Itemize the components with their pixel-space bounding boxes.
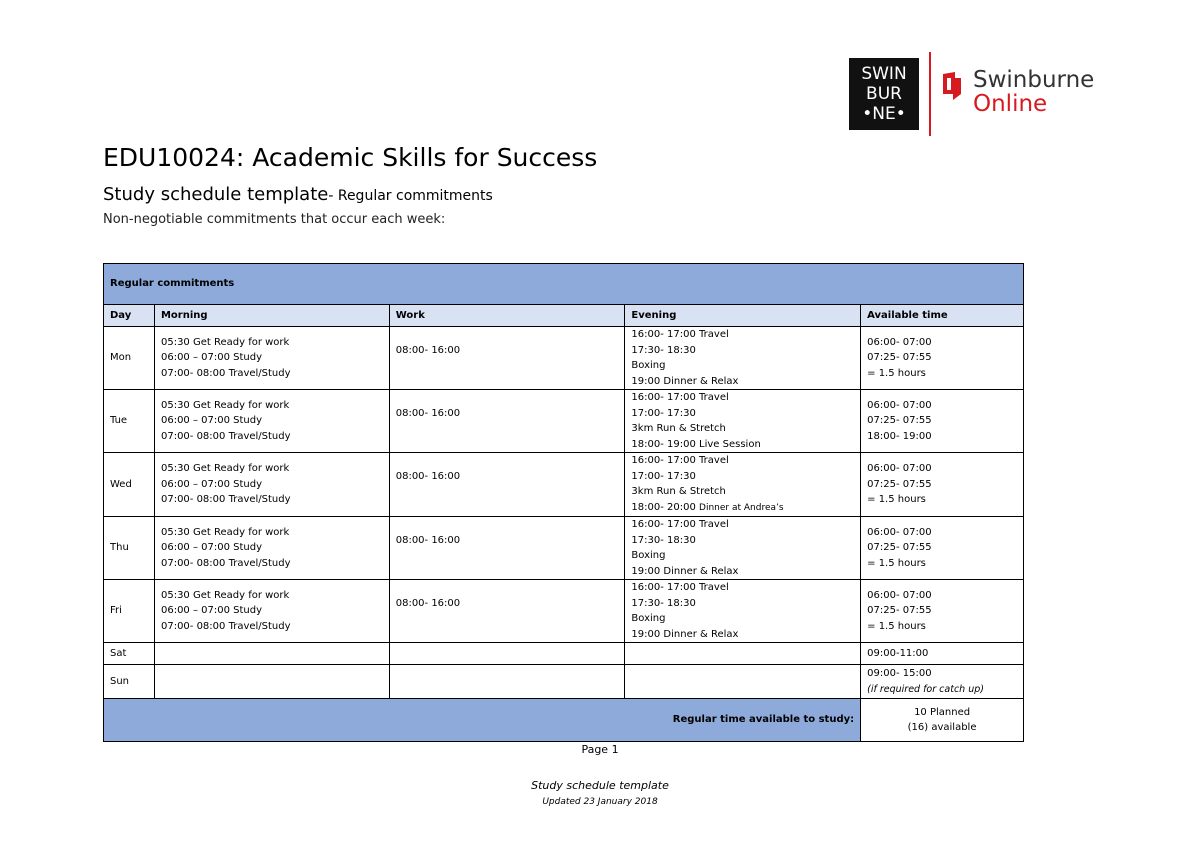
page-title: EDU10024: Academic Skills for Success bbox=[103, 143, 598, 172]
morning-cell bbox=[154, 327, 389, 390]
table-row bbox=[104, 580, 1024, 643]
cell-line: 07:00- 08:00 Travel/Study bbox=[160, 620, 291, 632]
column-header: Available time bbox=[861, 305, 1024, 327]
cell-line: Boxing bbox=[631, 550, 666, 561]
column-header: Morning bbox=[154, 305, 389, 327]
work-cell bbox=[389, 327, 625, 390]
evening-cell bbox=[625, 453, 861, 517]
evening-note: Dinner at Andrea’s bbox=[699, 502, 784, 513]
cell-line: 07:25- 07:55 bbox=[867, 415, 932, 427]
wordmark-line2: Online bbox=[973, 91, 1048, 117]
morning-cell bbox=[154, 517, 389, 580]
crest-line: SWIN bbox=[861, 64, 907, 84]
cell-line: 07:25- 07:55 bbox=[867, 542, 932, 554]
evening-cell bbox=[625, 390, 861, 453]
cell-line: 06:00- 07:00 bbox=[867, 336, 932, 348]
swinburne-speech-mark-icon bbox=[941, 70, 963, 102]
cell-line: 06:00 – 07:00 Study bbox=[160, 352, 263, 364]
page-number: Page 1 bbox=[581, 743, 619, 756]
cell-line: 09:00- 15:00 bbox=[867, 668, 932, 679]
table-row bbox=[104, 517, 1024, 580]
column-header: Work bbox=[389, 305, 625, 327]
cell-line: Boxing bbox=[631, 613, 666, 624]
work-cell bbox=[389, 517, 625, 580]
cell-line bbox=[631, 500, 854, 517]
evening-cell bbox=[625, 517, 861, 580]
cell-line: 3km Run & Stretch bbox=[631, 423, 726, 434]
cell-line: 07:25- 07:55 bbox=[867, 478, 932, 490]
total-label: Regular time available to study: bbox=[104, 699, 861, 742]
day-cell: Sun bbox=[104, 665, 155, 699]
cell-line: 05:30 Get Ready for work bbox=[160, 526, 290, 538]
cell-line: 06:00- 07:00 bbox=[867, 399, 932, 411]
available-cell bbox=[861, 580, 1024, 643]
cell-line: 17:30- 18:30 bbox=[631, 597, 696, 609]
cell-line: 17:00- 17:30 bbox=[631, 407, 696, 419]
crest-line: •NE• bbox=[862, 104, 906, 124]
cell-line: 16:00- 17:00 Travel bbox=[631, 519, 729, 530]
cell-line: 16:00- 17:00 Travel bbox=[631, 392, 729, 403]
cell-line: = 1.5 hours bbox=[867, 494, 926, 506]
cell-line: 16:00- 17:00 Travel bbox=[631, 329, 729, 340]
table-row bbox=[104, 643, 1024, 665]
cell-line: 06:00 – 07:00 Study bbox=[160, 415, 263, 427]
day-cell: Sat bbox=[104, 643, 155, 665]
cell-line: 05:30 Get Ready for work bbox=[160, 336, 290, 348]
cell-line: 08:00- 16:00 bbox=[395, 534, 461, 546]
cell-line: 19:00 Dinner & Relax bbox=[631, 375, 739, 387]
cell-line: 07:00- 08:00 Travel/Study bbox=[160, 494, 291, 506]
cell-line: 06:00 – 07:00 Study bbox=[160, 478, 263, 490]
crest-line: BUR bbox=[866, 84, 902, 104]
available-cell bbox=[861, 453, 1024, 517]
work-cell bbox=[389, 643, 625, 665]
footer-updated: Updated 23 January 2018 bbox=[542, 797, 658, 807]
column-header: Day bbox=[104, 305, 155, 327]
cell-line: 08:00- 16:00 bbox=[395, 471, 461, 482]
total-planned: 10 Planned bbox=[914, 706, 971, 718]
cell-line: 07:25- 07:55 bbox=[867, 352, 932, 364]
column-header: Evening bbox=[625, 305, 861, 327]
table-title: Regular commitments bbox=[104, 264, 1024, 305]
cell-line: 17:00- 17:30 bbox=[631, 470, 696, 482]
footer-title: Study schedule template bbox=[531, 779, 669, 792]
day-cell: Fri bbox=[104, 580, 155, 643]
evening-cell bbox=[625, 643, 861, 665]
morning-cell bbox=[154, 390, 389, 453]
cell-line: = 1.5 hours bbox=[867, 620, 926, 632]
cell-line: 16:00- 17:00 Travel bbox=[631, 455, 729, 466]
schedule-table bbox=[103, 263, 1024, 742]
cell-line: 08:00- 16:00 bbox=[395, 597, 461, 609]
swinburne-crest bbox=[849, 58, 919, 130]
cell-line: 19:00 Dinner & Relax bbox=[631, 565, 739, 577]
cell-line: 18:00- 19:00 Live Session bbox=[631, 438, 761, 450]
work-cell bbox=[389, 665, 625, 699]
logo-wordmark bbox=[973, 68, 1094, 116]
evening-cell bbox=[625, 327, 861, 390]
table-title-row bbox=[104, 264, 1024, 305]
cell-line: 16:00- 17:00 Travel bbox=[631, 582, 729, 593]
work-cell bbox=[389, 580, 625, 643]
available-cell: 09:00-11:00 bbox=[861, 643, 1024, 665]
cell-line: 07:00- 08:00 Travel/Study bbox=[160, 557, 291, 569]
morning-cell bbox=[154, 453, 389, 517]
cell-line: 06:00 – 07:00 Study bbox=[160, 605, 263, 617]
available-cell bbox=[861, 665, 1024, 699]
swinburne-logo bbox=[849, 52, 1099, 136]
table-row bbox=[104, 453, 1024, 517]
page-subtitle bbox=[103, 184, 493, 205]
evening-cell bbox=[625, 665, 861, 699]
catch-up-note: (if required for catch up) bbox=[867, 683, 984, 695]
subtitle-suffix: - Regular commitments bbox=[328, 188, 493, 204]
cell-line: 05:30 Get Ready for work bbox=[160, 399, 290, 411]
cell-line: 17:30- 18:30 bbox=[631, 344, 696, 356]
day-cell: Tue bbox=[104, 390, 155, 453]
table-header-row bbox=[104, 305, 1024, 327]
evening-time: 18:00- 20:00 bbox=[631, 501, 696, 513]
cell-line: 19:00 Dinner & Relax bbox=[631, 628, 739, 640]
day-cell: Mon bbox=[104, 327, 155, 390]
cell-line: 08:00- 16:00 bbox=[395, 407, 461, 419]
cell-line: 08:00- 16:00 bbox=[395, 344, 461, 356]
morning-cell bbox=[154, 580, 389, 643]
logo-divider bbox=[929, 52, 931, 136]
cell-line: 07:00- 08:00 Travel/Study bbox=[160, 430, 291, 442]
cell-line: 06:00- 07:00 bbox=[867, 463, 932, 475]
cell-line: = 1.5 hours bbox=[867, 557, 926, 569]
cell-line: 17:30- 18:30 bbox=[631, 534, 696, 546]
available-cell bbox=[861, 390, 1024, 453]
available-cell bbox=[861, 327, 1024, 390]
cell-line: 06:00 – 07:00 Study bbox=[160, 542, 263, 554]
cell-line: 07:00- 08:00 Travel/Study bbox=[160, 367, 291, 379]
total-value bbox=[861, 699, 1024, 742]
cell-line: = 1.5 hours bbox=[867, 367, 926, 379]
day-cell: Thu bbox=[104, 517, 155, 580]
wordmark-line1: Swinburne bbox=[973, 67, 1095, 93]
total-available: (16) available bbox=[907, 722, 977, 733]
day-cell: Wed bbox=[104, 453, 155, 517]
cell-line: 05:30 Get Ready for work bbox=[160, 589, 290, 601]
subtitle-main: Study schedule template bbox=[103, 184, 329, 205]
cell-line: 3km Run & Stretch bbox=[631, 486, 726, 497]
morning-cell bbox=[154, 665, 389, 699]
table-row bbox=[104, 327, 1024, 390]
morning-cell bbox=[154, 643, 389, 665]
cell-line: 07:25- 07:55 bbox=[867, 605, 932, 617]
table-row bbox=[104, 665, 1024, 699]
work-cell bbox=[389, 453, 625, 517]
evening-cell bbox=[625, 580, 861, 643]
available-cell bbox=[861, 517, 1024, 580]
total-row bbox=[104, 699, 1024, 742]
cell-line: 06:00- 07:00 bbox=[867, 589, 932, 601]
table-row bbox=[104, 390, 1024, 453]
cell-line: 05:30 Get Ready for work bbox=[160, 463, 290, 475]
work-cell bbox=[389, 390, 625, 453]
cell-line: 06:00- 07:00 bbox=[867, 526, 932, 538]
cell-line: Boxing bbox=[631, 360, 666, 371]
intro-text: Non-negotiable commitments that occur each week: bbox=[103, 212, 446, 227]
cell-line: 18:00- 19:00 bbox=[867, 430, 932, 442]
